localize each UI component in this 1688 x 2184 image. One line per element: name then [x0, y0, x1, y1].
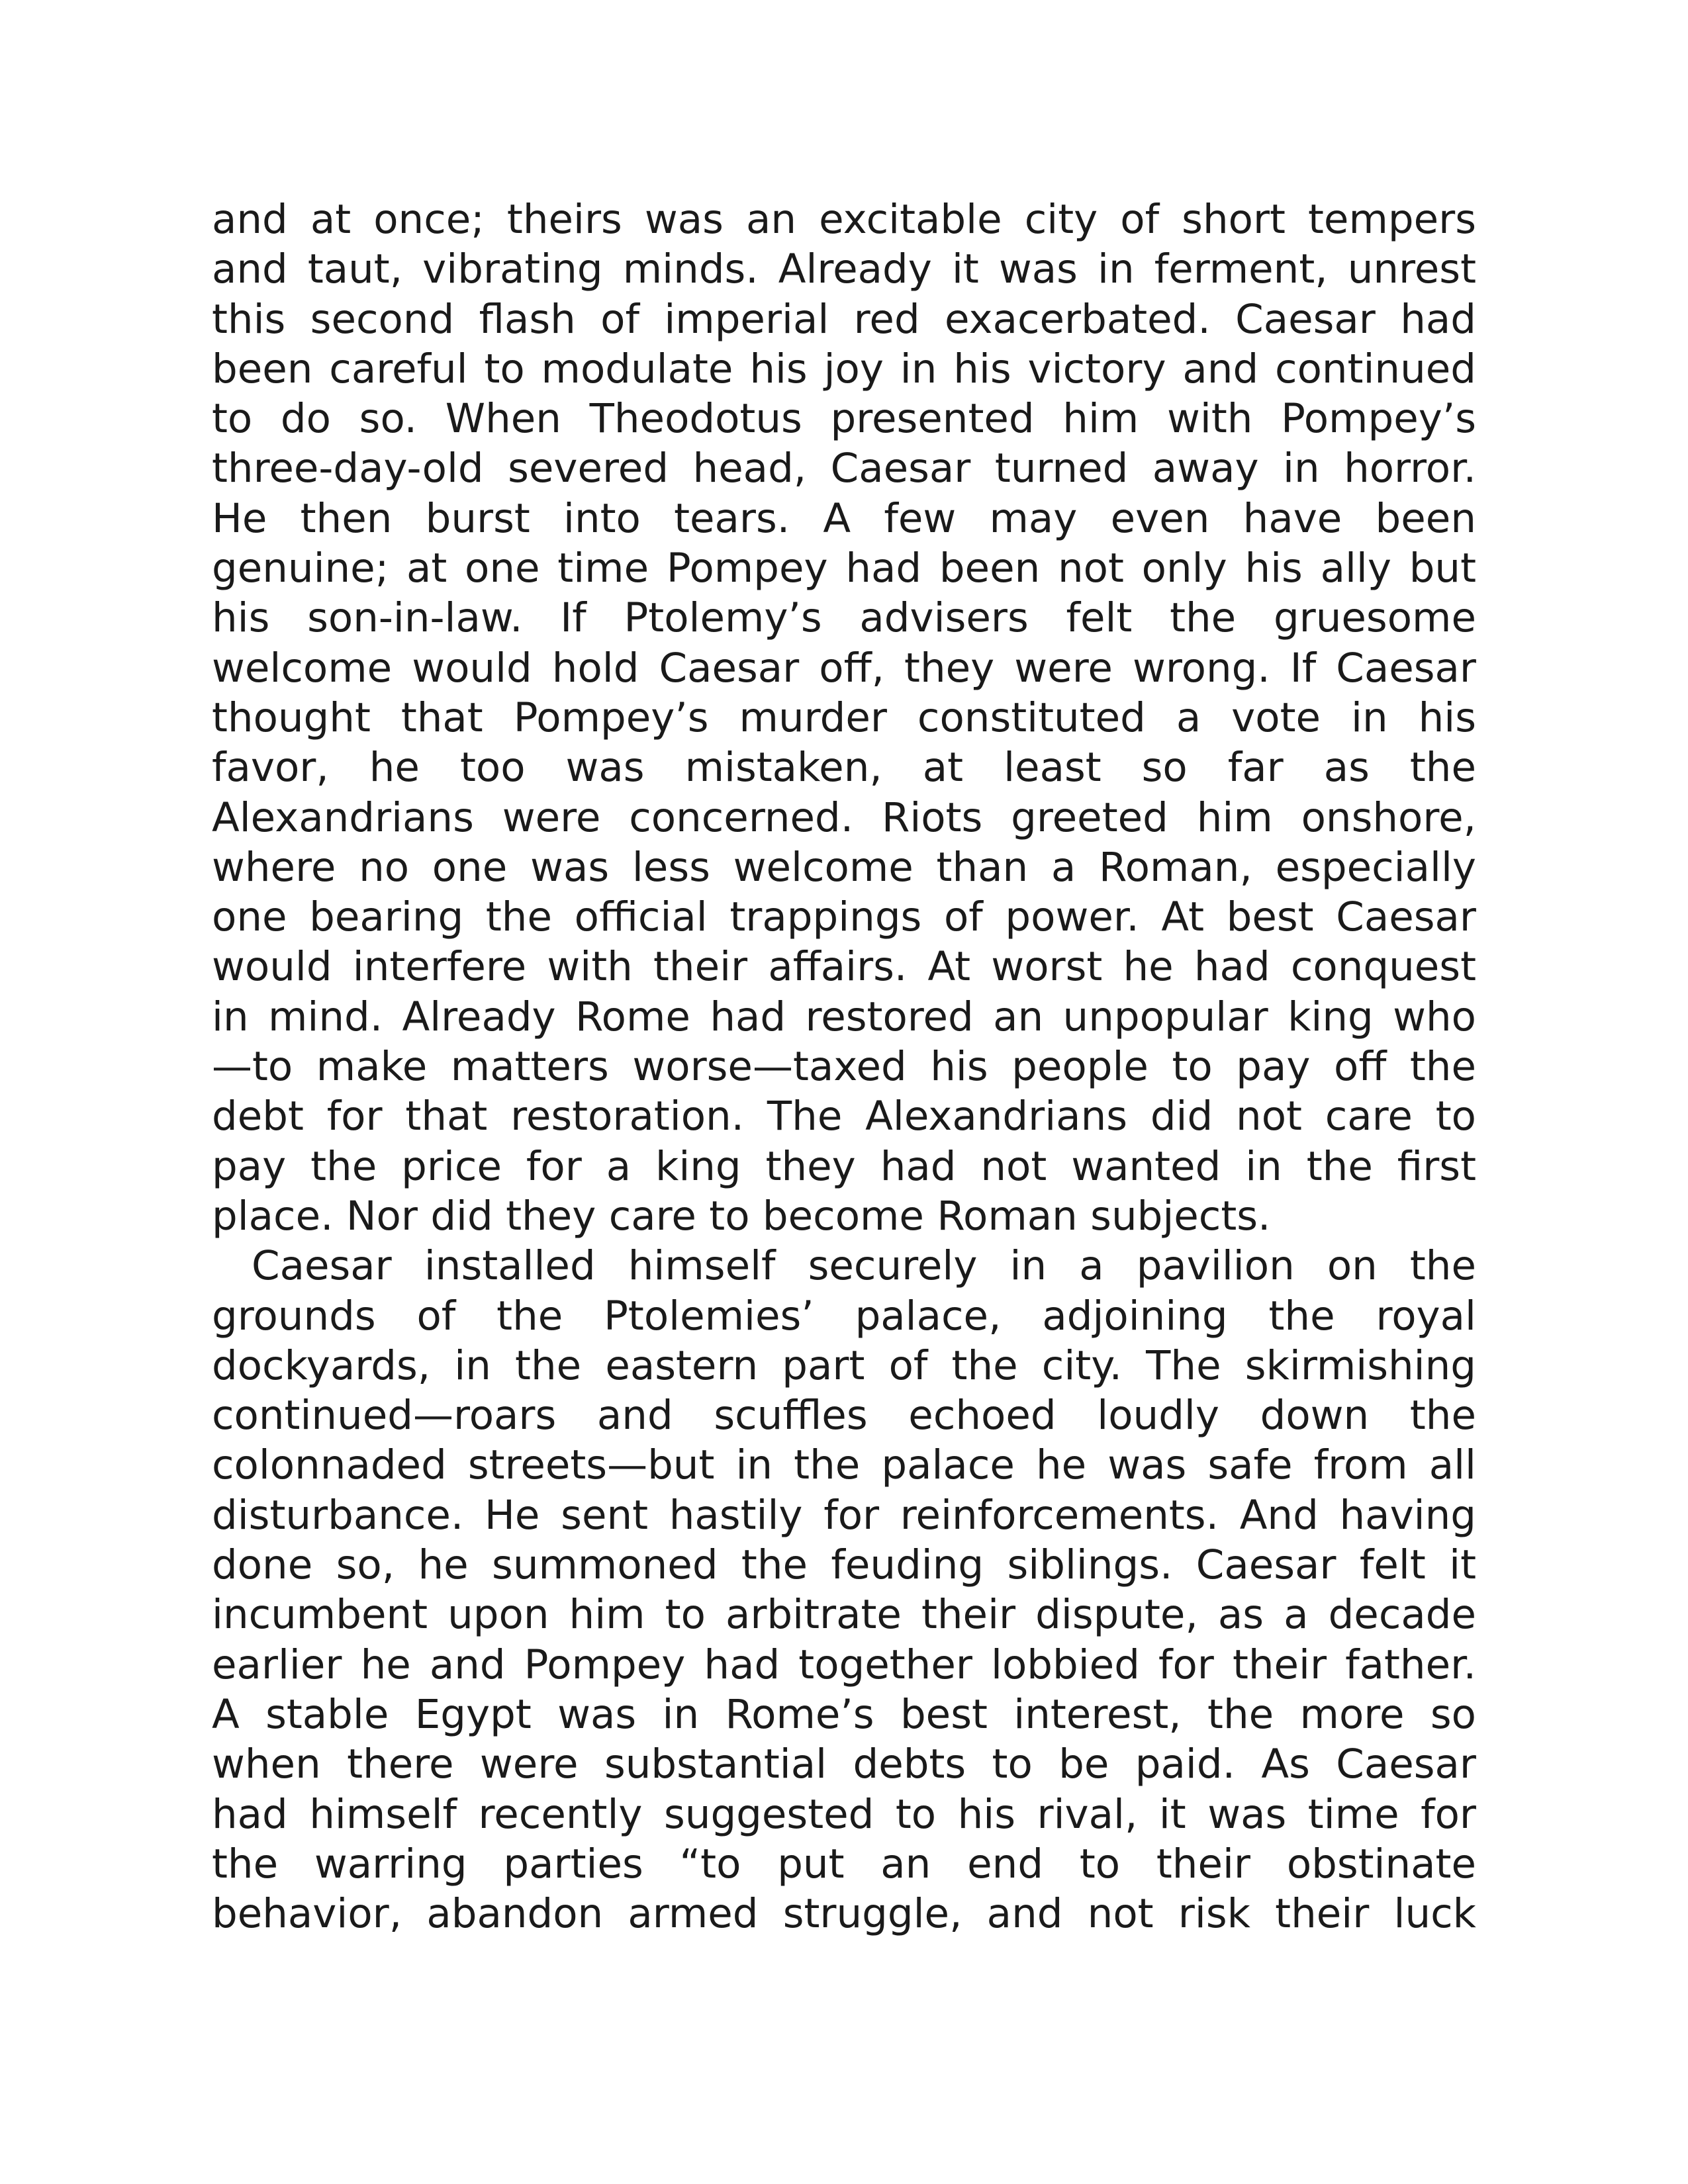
text-line: to do so. When Theodotus presented him with Pompey’s — [212, 395, 1476, 443]
text-line: had himself recently suggested to his rival, it was time for — [212, 1790, 1476, 1838]
text-line: He then burst into tears. A few may even have been — [212, 494, 1476, 542]
text-line: and taut, vibrating minds. Already it was in ferment, unrest — [212, 246, 1476, 293]
text-line: this second flash of imperial red exacerbated. Caesar had — [212, 295, 1476, 343]
text-line: been careful to modulate his joy in his victory and continued — [212, 345, 1476, 392]
text-line: place. Nor did they care to become Roman subjects. — [212, 1192, 1271, 1240]
text-line: incumbent upon him to arbitrate their dispute, as a decade — [212, 1591, 1476, 1639]
text-line: continued—roars and scuffles echoed loudly down the — [212, 1392, 1476, 1439]
text-line: welcome would hold Caesar off, they were wrong. If Caesar — [212, 644, 1476, 692]
text-line: favor, he too was mistaken, at least so far as the — [212, 744, 1476, 792]
text-line: thought that Pompey’s murder constituted a vote in his — [212, 694, 1476, 741]
text-line: —to make matters worse—taxed his people to pay off the — [212, 1043, 1476, 1091]
text-line: done so, he summoned the feuding siblings. Caesar felt it — [212, 1541, 1476, 1589]
paragraph-2 — [212, 1241, 1476, 1938]
text-line: Caesar installed himself securely in a pavilion on the — [252, 1242, 1476, 1290]
text-line: pay the price for a king they had not wanted in the first — [212, 1142, 1476, 1190]
text-line: would interfere with their affairs. At worst he had conquest — [212, 943, 1476, 991]
text-line: and at once; theirs was an excitable city of short tempers — [212, 196, 1476, 243]
text-line: debt for that restoration. The Alexandrians did not care to — [212, 1093, 1476, 1140]
text-line: Alexandrians were concerned. Riots greeted him onshore, — [212, 794, 1476, 841]
text-line: the warring parties “to put an end to their obstinate — [212, 1840, 1476, 1888]
text-line: colonnaded streets—but in the palace he was safe from all — [212, 1441, 1476, 1489]
text-line: earlier he and Pompey had together lobbied for their father. — [212, 1641, 1476, 1688]
page-body — [212, 195, 1476, 1938]
text-line: behavior, abandon armed struggle, and not risk their luck — [212, 1890, 1476, 1938]
text-line: grounds of the Ptolemies’ palace, adjoining the royal — [212, 1292, 1476, 1340]
text-line: A stable Egypt was in Rome’s best interest, the more so — [212, 1690, 1476, 1738]
text-line: his son-in-law. If Ptolemy’s advisers felt the gruesome — [212, 594, 1476, 642]
text-line: dockyards, in the eastern part of the city. The skirmishing — [212, 1342, 1476, 1389]
text-line: three-day-old severed head, Caesar turned away in horror. — [212, 445, 1476, 492]
text-line: in mind. Already Rome had restored an unpopular king who — [212, 993, 1476, 1040]
text-line: one bearing the official trappings of power. At best Caesar — [212, 893, 1476, 941]
text-line: when there were substantial debts to be paid. As Caesar — [212, 1741, 1476, 1788]
text-line: disturbance. He sent hastily for reinforcements. And having — [212, 1491, 1476, 1539]
text-line: genuine; at one time Pompey had been not only his ally but — [212, 545, 1476, 592]
text-line: where no one was less welcome than a Roman, especially — [212, 843, 1476, 891]
paragraph-1 — [212, 195, 1476, 1241]
